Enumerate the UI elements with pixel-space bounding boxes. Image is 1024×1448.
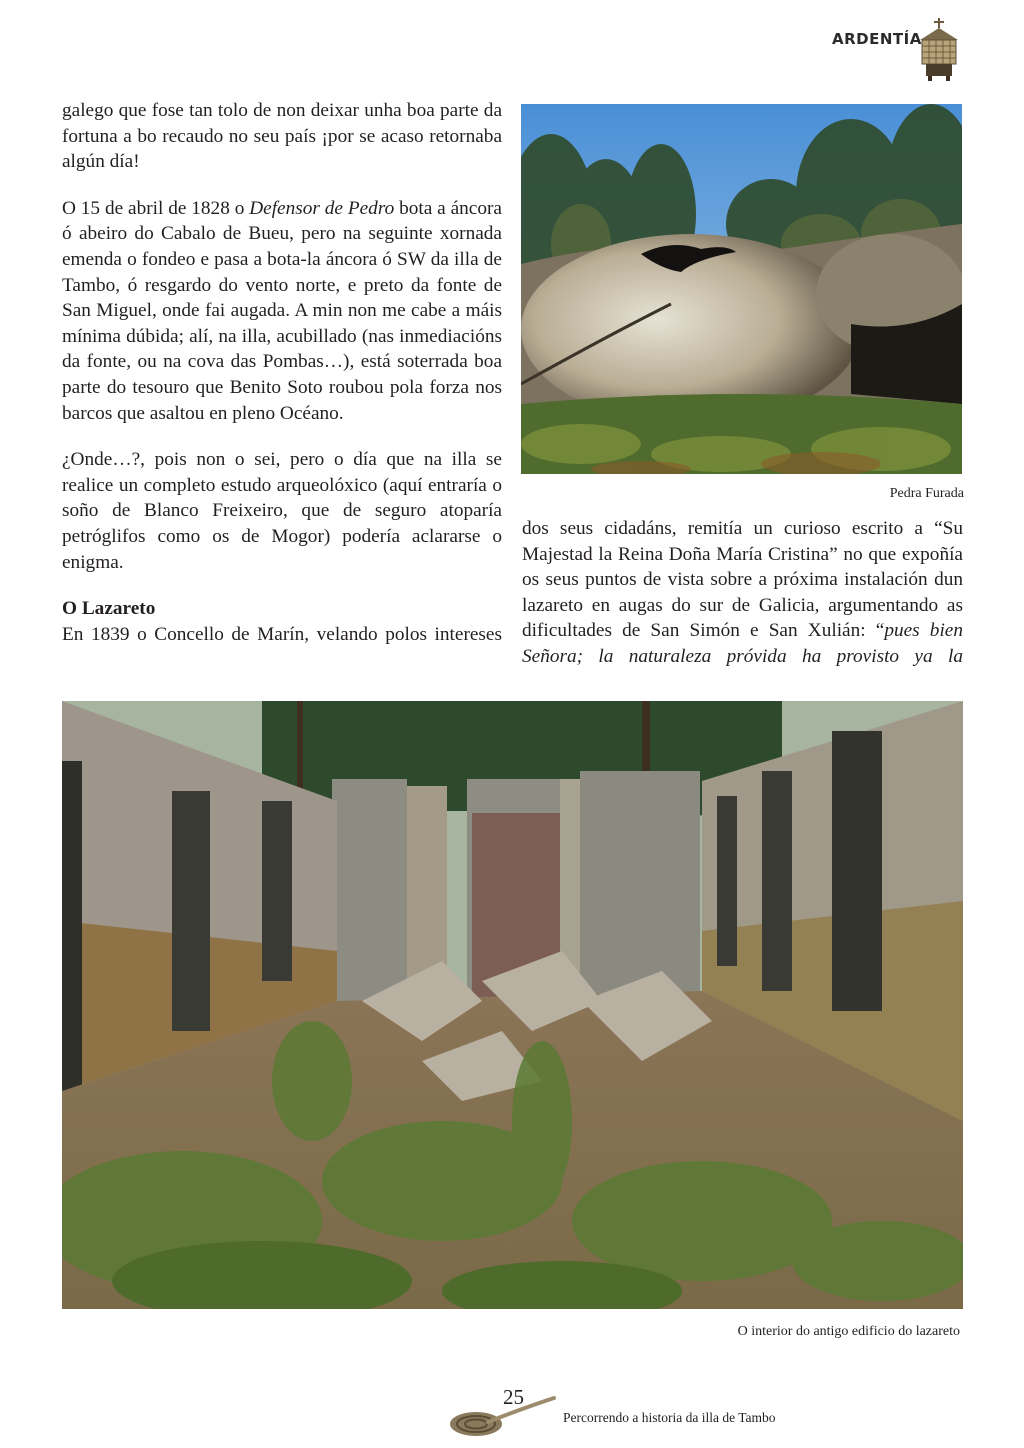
paragraph-lazareto-continued — [522, 516, 963, 670]
paragraph-intro: galego que fose tan tolo de non deixar unha boa parte da fortuna a bo recaudo no seu país ¡por se acaso retornaba algún día! — [62, 100, 502, 173]
paragraph-lazareto-start: En 1839 o Concello de Marín, velando polos intereses — [62, 623, 502, 645]
italic-quote: pues bien Señora; la naturaleza próvida ha provisto ya la — [522, 620, 963, 667]
footer-book-title: Percorrendo a historia da illa de Tambo — [563, 1410, 776, 1425]
paragraph-text: dos seus cidadáns, remitía un curioso escrito a “Su Majestad la Reina Doña María Cristina” no que expoñía os seus puntos de vista sobre a próxima instalación dun lazareto en augas do sur de Galicia, argumentando as dificultades de San Simón e San Xulián: “ — [522, 518, 963, 642]
magazine-brand: ARDENTÍA — [832, 30, 922, 48]
paragraph-text: O 15 de abril de 1828 o — [62, 197, 250, 219]
paragraph-onde: ¿Onde…?, pois non o sei, pero o día que na illa se realice un completo estudo arqueolóxico (aquí entraría o soño de Blanco Freixeiro, que de seguro atoparía petróglifos como os de Mogor) podería aclararse o enigma. — [62, 449, 502, 573]
section-heading-lazareto: O Lazareto — [62, 598, 156, 620]
photo-caption-pedra-furada: Pedra Furada — [889, 486, 964, 501]
photo-caption-lazareto: O interior do antigo edificio do lazareto — [737, 1324, 960, 1339]
horreo-granary-icon — [914, 16, 964, 82]
left-text-column — [62, 98, 502, 647]
photo-lazareto-interior — [62, 701, 963, 1309]
paragraph-text: bota a áncora ó abeiro do Cabalo de Bueu, pero na seguinte xornada emenda o fondeo e pasa a bota-la áncora ó SW da illa de Tambo, ó resgardo do vento norte, e preto da fonte de San Miguel, onde fai augada. A min non me cabe a máis mínima dúbida; alí, na illa, acubillado (nas inmediacións da fonte, ou na cova das Pombas…), está soterrada boa parte do tesouro que Benito Soto roubou pola forza nos barcos que asaltou en pleno Océano. — [62, 197, 502, 424]
ship-name: Defensor de Pedro — [249, 197, 395, 219]
page-number: 25 — [503, 1385, 524, 1409]
photo-pedra-furada — [521, 104, 962, 474]
right-text-column — [522, 516, 963, 670]
paragraph-defensor-de-pedro — [62, 196, 502, 426]
